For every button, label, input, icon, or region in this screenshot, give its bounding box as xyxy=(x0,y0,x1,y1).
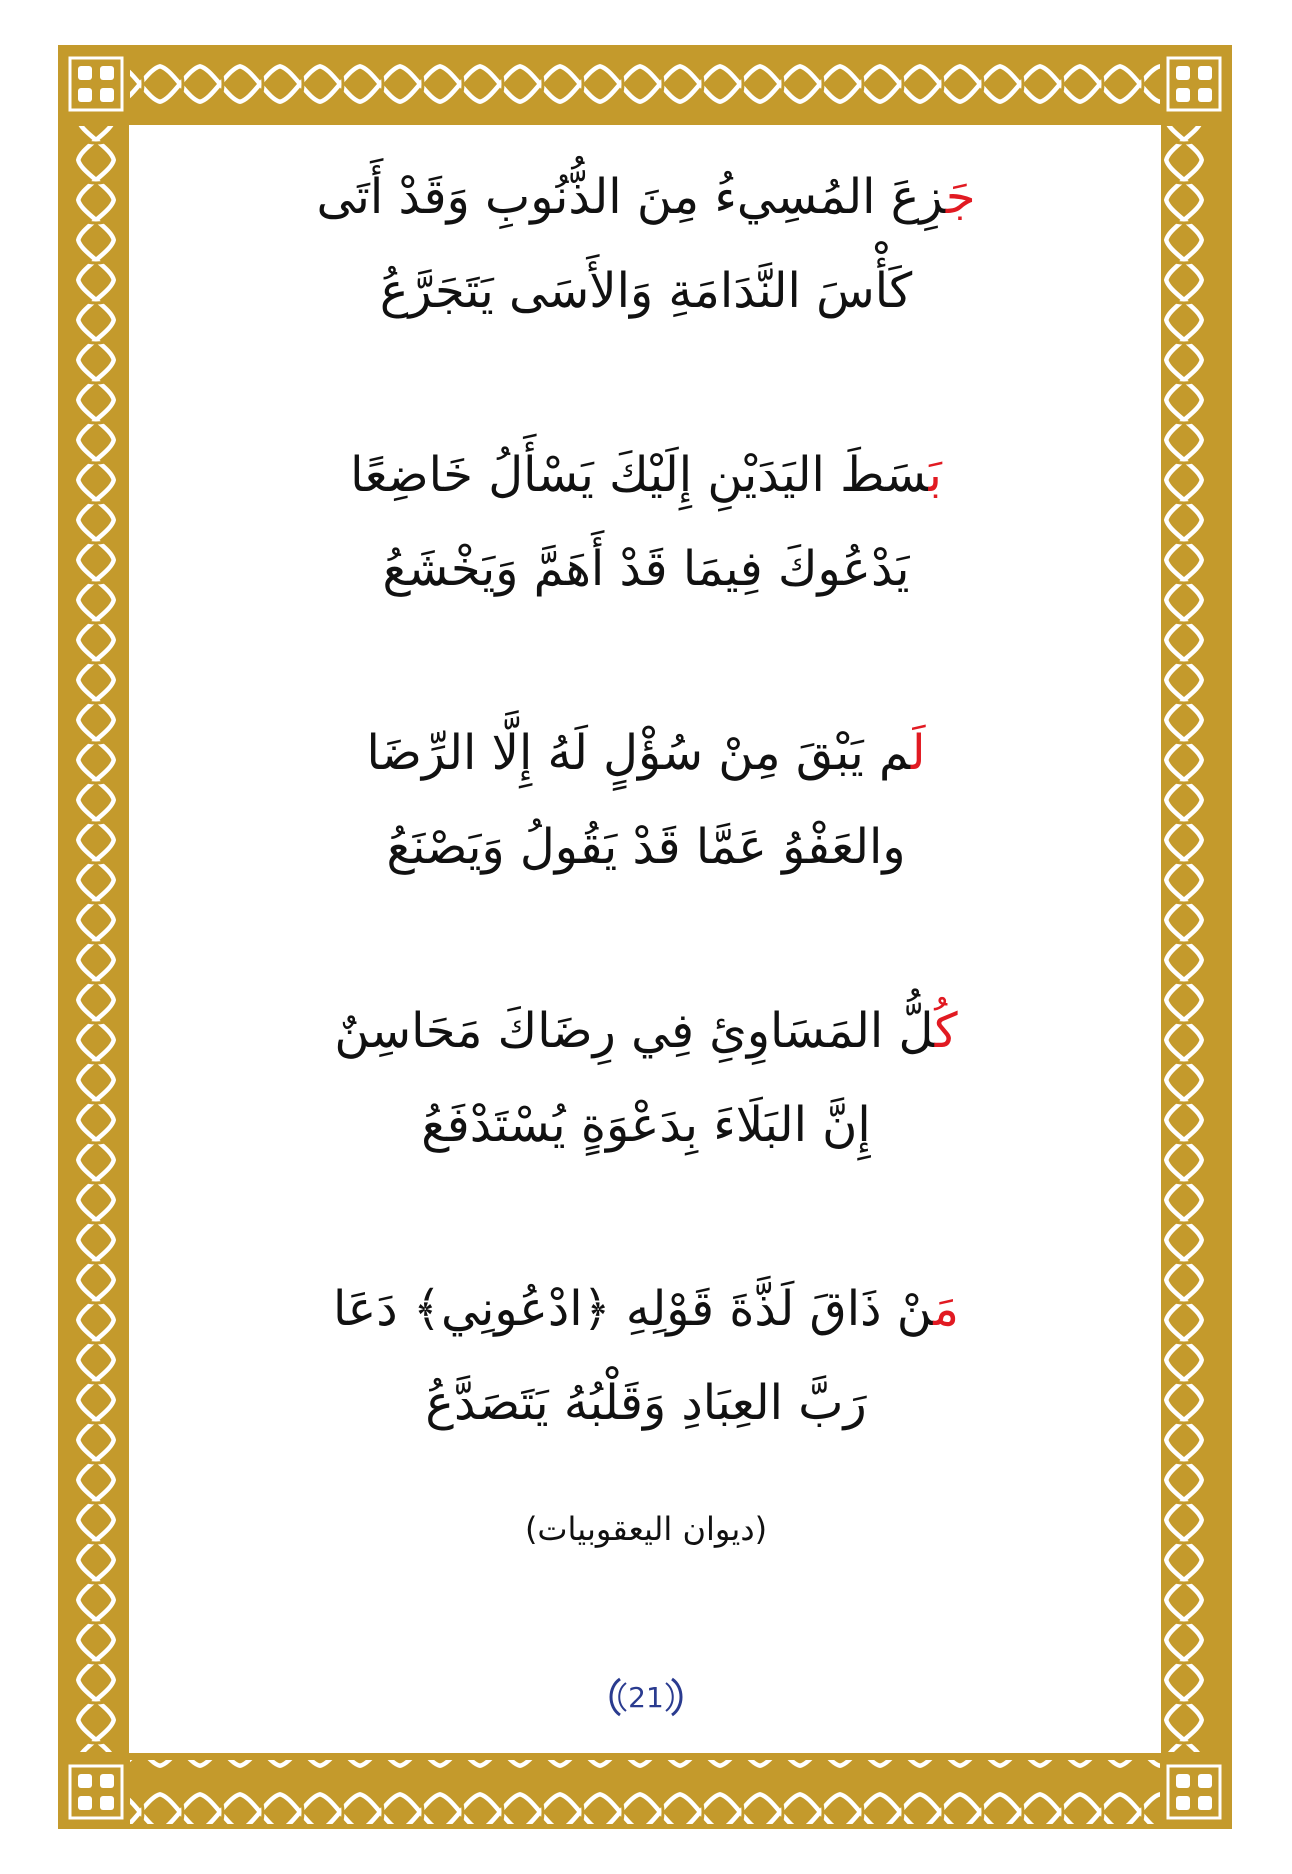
verse-line xyxy=(140,706,1152,800)
rope-top xyxy=(130,52,1160,116)
verse-line: يَدْعُوكَ فِيمَا قَدْ أَهَمَّ وَيَخْشَعُ xyxy=(382,541,910,597)
verse-line: إِنَّ البَلَاءَ بِدَعْوَةٍ يُسْتَدْفَعُ xyxy=(421,1097,871,1153)
verse-line: كَأْسَ النَّدَامَةِ وَالأَسَى يَتَجَرَّعُ xyxy=(379,263,913,319)
stanza-1 xyxy=(140,150,1152,338)
verse-line: رَبَّ العِبَادِ وَقَلْبُهُ يَتَصَدَّعُ xyxy=(425,1375,867,1431)
verse-initial: بَ xyxy=(928,447,942,503)
rope-bottom xyxy=(130,1760,1160,1824)
stanza-5 xyxy=(140,1262,1152,1450)
rope-left xyxy=(64,126,128,1752)
poem-body xyxy=(140,150,1152,1710)
verse-line xyxy=(140,428,1152,522)
poem-source-citation: (ديوان اليعقوبيات) xyxy=(524,1510,768,1548)
verse-line: والعَفْوُ عَمَّا قَدْ يَقُولُ وَيَصْنَعُ xyxy=(386,819,906,875)
verse-line xyxy=(140,1262,1152,1356)
page-number-text: 21 xyxy=(628,1680,664,1714)
verse-text: م يَبْقَ مِنْ سُؤْلٍ لَهُ إِلَّا الرِّضَا xyxy=(366,725,911,781)
page-number xyxy=(606,1673,686,1721)
verse-line xyxy=(140,150,1152,244)
verse-line xyxy=(140,984,1152,1078)
rope-right xyxy=(1162,126,1226,1752)
verse-initial: كُ xyxy=(934,1003,958,1059)
stanza-4 xyxy=(140,984,1152,1172)
verse-initial: مَ xyxy=(933,1281,959,1337)
stanza-3 xyxy=(140,706,1152,894)
verse-text: سَطَ اليَدَيْنِ إِلَيْكَ يَسْأَلُ خَاضِعًا xyxy=(350,447,929,503)
verse-text: لُّ المَسَاوِئِ فِي رِضَاكَ مَحَاسِنٌ xyxy=(334,1003,935,1059)
verse-text: زِعَ المُسِيءُ مِنَ الذُّنُوبِ وَقَدْ أَتَى xyxy=(316,169,946,225)
verse-initial: جَ xyxy=(945,169,976,225)
verse-text: نْ ذَاقَ لَذَّةَ قَوْلِهِ ﴿ادْعُونِي﴾ دَعَا xyxy=(333,1281,934,1337)
verse-initial: لَ xyxy=(910,725,926,781)
stanza-2 xyxy=(140,428,1152,616)
